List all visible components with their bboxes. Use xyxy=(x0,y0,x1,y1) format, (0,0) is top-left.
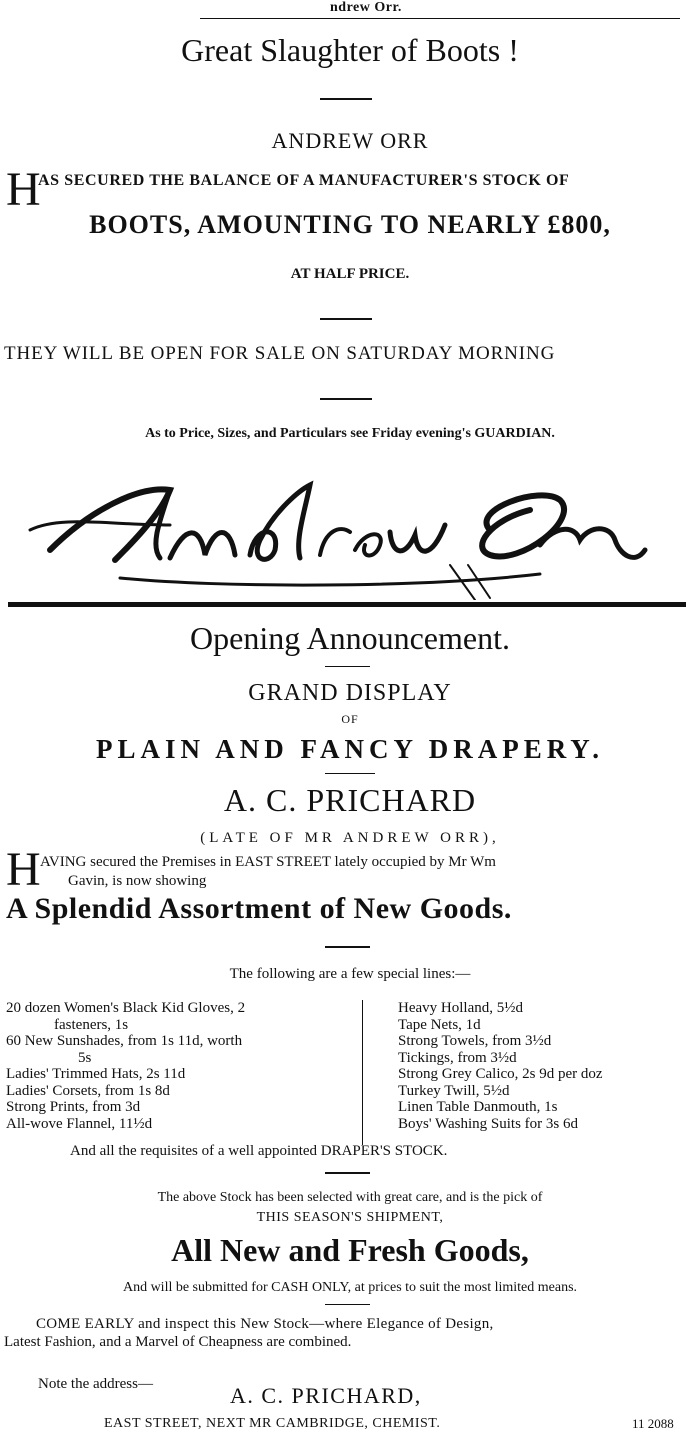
ad1-line2: BOOTS, AMOUNTING TO NEARLY £800, xyxy=(89,210,611,239)
top-rule xyxy=(200,18,680,19)
ad1-line3: AT HALF PRICE. xyxy=(290,266,410,282)
ad2-requisites: And all the requisites of a well appointed DRAPER'S STOCK. xyxy=(70,1143,448,1159)
ad2-street: EAST STREET, NEXT MR CAMBRIDGE, CHEMIST. xyxy=(104,1416,441,1431)
ad2-dropcap: H xyxy=(6,843,41,896)
ad2-name: A. C. PRICHARD xyxy=(223,782,477,818)
ad2-of: OF xyxy=(341,712,359,726)
ad2-special-intro: The following are a few special lines:— xyxy=(229,966,471,982)
list-item: 60 New Sunshades, from 1s 11d, worth xyxy=(6,1033,243,1049)
ad2-rule-2 xyxy=(325,773,375,774)
list-item: Turkey Twill, 5½d xyxy=(398,1082,510,1099)
ad2-note-address: Note the address— xyxy=(38,1376,153,1392)
ad2-having-line2: Gavin, is now showing xyxy=(68,873,207,889)
ad1-line1: AS SECURED THE BALANCE OF A MANUFACTURER'S STOCK OF xyxy=(38,172,570,189)
list-item: Strong Prints, from 3d xyxy=(6,1099,141,1115)
list-item: Strong Grey Calico, 2s 9d per doz xyxy=(398,1066,603,1082)
list-item: Heavy Holland, 5½d xyxy=(398,1000,523,1016)
ad2-cash-only: And will be submitted for CASH ONLY, at prices to suit the most limited means. xyxy=(122,1280,578,1295)
ad1-price-line: As to Price, Sizes, and Particulars see Friday evening's GUARDIAN. xyxy=(145,426,555,441)
special-lines-left xyxy=(6,1000,245,1132)
ad2-all-new: All New and Fresh Goods, xyxy=(171,1232,529,1268)
ad2-rule-4 xyxy=(325,1172,370,1174)
ad2-come-early-2: Latest Fashion, and a Marvel of Cheapness are combined. xyxy=(4,1334,352,1350)
ad2-late-of: (LATE OF MR ANDREW ORR), xyxy=(200,830,500,846)
list-item: Tape Nets, 1d xyxy=(398,1016,481,1033)
previous-ad-fragment: ndrew Orr. xyxy=(330,0,402,15)
list-item: 20 dozen Women's Black Kid Gloves, 2 xyxy=(6,1000,246,1016)
ad2-drapery: PLAIN AND FANCY DRAPERY. xyxy=(95,734,605,764)
ad2-sign-name: A. C. PRICHARD, xyxy=(230,1383,422,1408)
ad2-headline: Opening Announcement. xyxy=(190,620,510,656)
ad1-rule-3 xyxy=(320,398,372,400)
ad1-rule-2 xyxy=(320,318,372,320)
ad2-grand-display: GRAND DISPLAY xyxy=(248,680,452,706)
list-item: Ladies' Corsets, from 1s 8d xyxy=(6,1082,170,1099)
special-lines-right xyxy=(398,1000,603,1132)
list-item: Strong Towels, from 3½d xyxy=(398,1033,552,1049)
andrew-orr-signature xyxy=(20,470,660,600)
list-item: Linen Table Danmouth, 1s xyxy=(398,1099,558,1115)
ad1-dropcap: H xyxy=(6,163,41,216)
ad2-having-line1: AVING secured the Premises in EAST STREET lately occupied by Mr Wm xyxy=(40,854,496,870)
list-item: Ladies' Trimmed Hats, 2s 11d xyxy=(6,1066,186,1082)
ad1-sale-line: THEY WILL BE OPEN FOR SALE ON SATURDAY MORNING xyxy=(4,343,556,364)
ad1-rule-1 xyxy=(320,98,372,100)
ad-reference-number: 11 2088 xyxy=(632,1416,674,1431)
ad2-rule-5 xyxy=(325,1304,370,1305)
list-item: All-wove Flannel, 11½d xyxy=(6,1115,153,1132)
ad2-selected: The above Stock has been selected with great care, and is the pick of xyxy=(157,1190,543,1205)
ad2-come-early-1: COME EARLY and inspect this New Stock—where Elegance of Design, xyxy=(36,1316,494,1332)
ad-separator-rule xyxy=(8,602,686,607)
ad2-rule-1 xyxy=(325,666,370,667)
list-item: fasteners, 1s xyxy=(54,1016,129,1033)
column-divider xyxy=(362,1000,363,1145)
list-item: Boys' Washing Suits for 3s 6d xyxy=(398,1115,578,1132)
ad2-shipment: THIS SEASON'S SHIPMENT, xyxy=(256,1210,444,1225)
list-item: Tickings, from 3½d xyxy=(398,1049,517,1066)
ad2-rule-3 xyxy=(325,946,370,948)
ad2-splendid: A Splendid Assortment of New Goods. xyxy=(6,892,512,925)
ad1-headline: Great Slaughter of Boots ! xyxy=(181,32,519,68)
list-item: 5s xyxy=(78,1049,92,1066)
ad1-name: ANDREW ORR xyxy=(271,128,429,153)
